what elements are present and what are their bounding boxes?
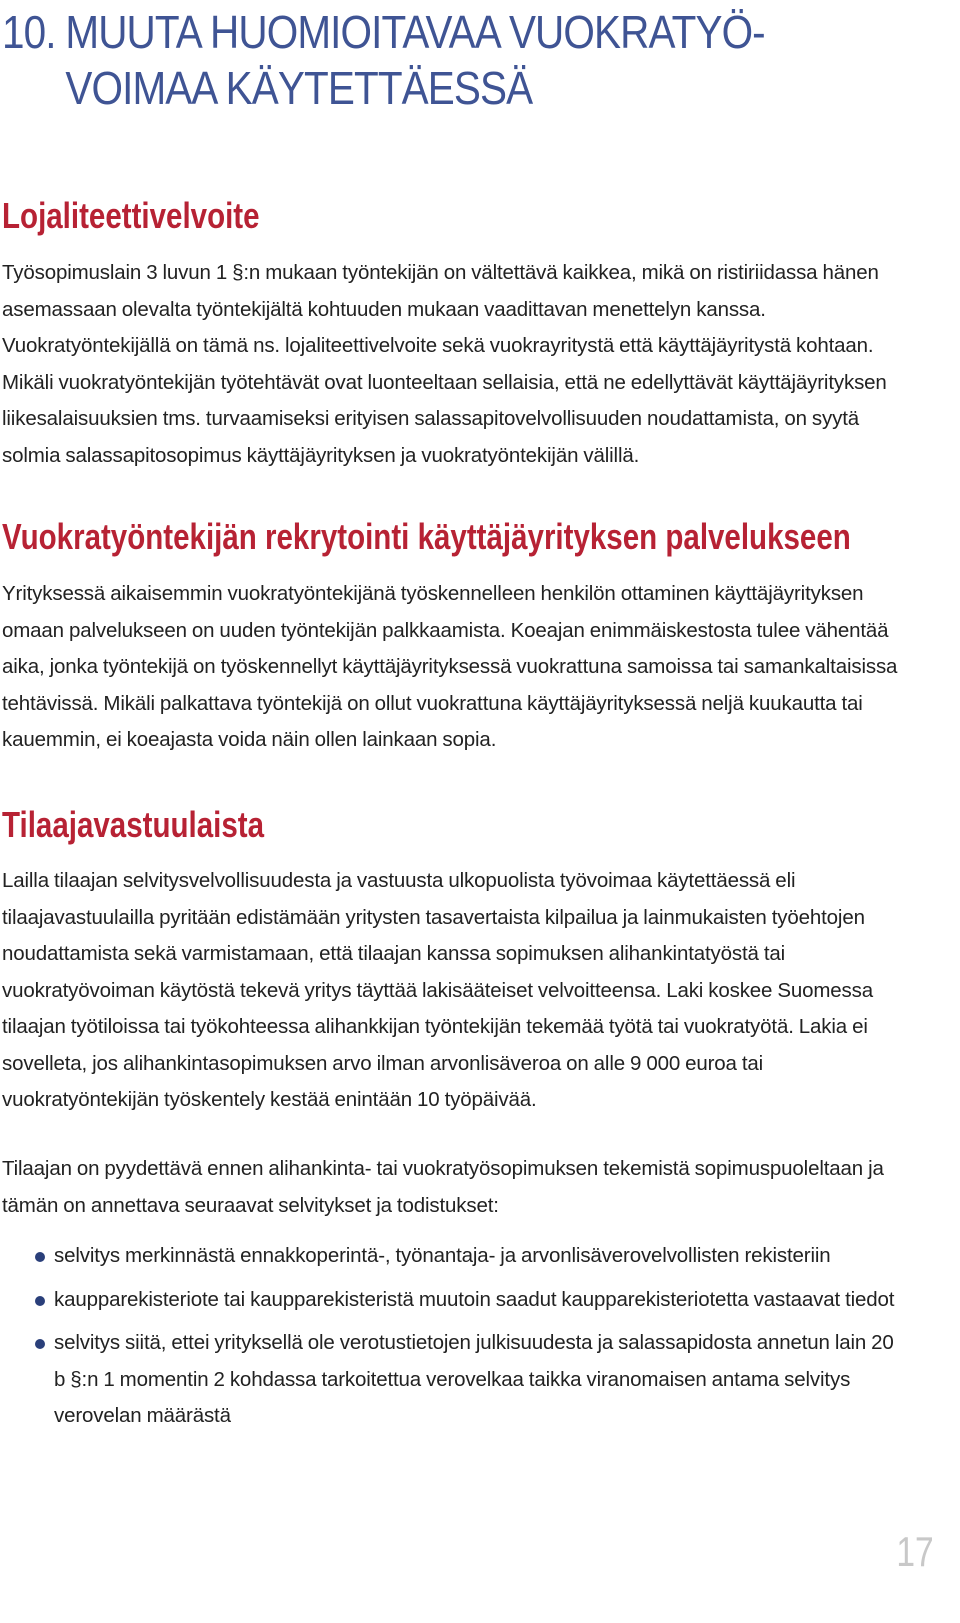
chapter-title-line-2: VOIMAA KÄYTETTÄESSÄ xyxy=(65,62,533,114)
chapter-number: 10. xyxy=(2,6,56,58)
page-number: 17 xyxy=(896,1528,934,1575)
section-1-paragraph: Työsopimuslain 3 luvun 1 §:n mukaan työntekijän on vältettävä kaikkea, mikä on ristiriidassa hänen asemassaan olevalta työntekijältä kohtuuden mukaan vaadittavan menettelyn kanssa. Vuokratyöntekijällä on tämä ns. lojaliteettivelvoite sekä vuokrayritystä että käyttäjäyritystä kohtaan. Mikäli vuokratyöntekijän työtehtävät ovat luonteeltaan sellaisia, että ne edellyttävät käyttäjäyrityksen liikesalaisuuksien tms. turvaamiseksi erityisen salassapitovelvollisuuden noudattamista, on syytä solmia salassapitosopimus käyttäjäyrityksen ja vuokratyöntekijän välillä. xyxy=(2,261,887,467)
section-2-paragraph: Yrityksessä aikaisemmin vuokratyöntekijänä työskennelleen henkilön ottaminen käyttäjäyrityksen omaan palvelukseen on uuden työntekijän palkkaamista. Koeajan enimmäiskestosta tulee vähentää aika, jonka työntekijä on työskennellyt käyttäjäyrityksessä vuokrattuna samoissa tai samankaltaisissa tehtävissä. Mikäli palkattava työntekijä on ollut vuokrattuna käyttäjäyrityksessä neljä kuukautta tai kauemmin, ei koeajasta voida näin ollen lainkaan sopia. xyxy=(2,582,898,751)
list-item-text: selvitys siitä, ettei yrityksellä ole verotustietojen julkisuudesta ja salassapidosta annetun lain 20 b §:n 1 momentin 2 kohdassa tarkoitettua verovelkaa taikka viranomaisen antama selvitys verovelan määrästä xyxy=(54,1331,894,1427)
chapter-title xyxy=(2,4,765,116)
bullet-dot-icon xyxy=(35,1252,45,1262)
requirements-list xyxy=(2,1238,907,1442)
section-heading-rekrytointi: Vuokratyöntekijän rekrytointi käyttäjäyrityksen palvelukseen xyxy=(2,516,851,557)
list-item-text: selvitys merkinnästä ennakkoperintä-, työnantaja- ja arvonlisäverovelvollisten rekisteriin xyxy=(54,1244,831,1267)
chapter-title-line-1: MUUTA HUOMIOITAVAA VUOKRATYÖ- xyxy=(65,6,765,58)
section-heading-lojaliteettivelvoite: Lojaliteettivelvoite xyxy=(2,195,260,236)
bullet-dot-icon xyxy=(35,1339,45,1349)
section-3-paragraph-2: Tilaajan on pyydettävä ennen alihankinta- tai vuokratyösopimuksen tekemistä sopimuspuoleltaan ja tämän on annettava seuraavat selvitykset ja todistukset: xyxy=(2,1157,884,1217)
section-heading-tilaajavastuulaista: Tilaajavastuulaista xyxy=(2,804,264,845)
list-item xyxy=(2,1325,907,1435)
list-item xyxy=(2,1238,907,1275)
section-3-paragraph-1: Lailla tilaajan selvitysvelvollisuudesta ja vastuusta ulkopuolista työvoimaa käytettäessä eli tilaajavastuulailla pyritään edistämään yritysten tasavertaista kilpailua ja lainmukaisten työehtojen noudattamista sekä varmistamaan, että tilaajan kanssa sopimuksen alihankintatyöstä tai vuokratyövoiman käytöstä tekevä yritys täyttää lakisääteiset velvoitteensa. Laki koskee Suomessa tilaajan työtiloissa tai työkohteessa alihankkijan työntekijän tekemää työtä tai vuokratyötä. Lakia ei sovelleta, jos alihankintasopimuksen arvo ilman arvonlisäveroa on alle 9 000 euroa tai vuokratyöntekijän työskentely kestää enintään 10 työpäivää. xyxy=(2,869,874,1111)
list-item-text: kaupparekisteriote tai kaupparekisteristä muutoin saadut kaupparekisteriotetta vastaavat tiedot xyxy=(54,1287,895,1311)
bullet-dot-icon xyxy=(35,1296,45,1306)
list-item xyxy=(2,1282,907,1319)
